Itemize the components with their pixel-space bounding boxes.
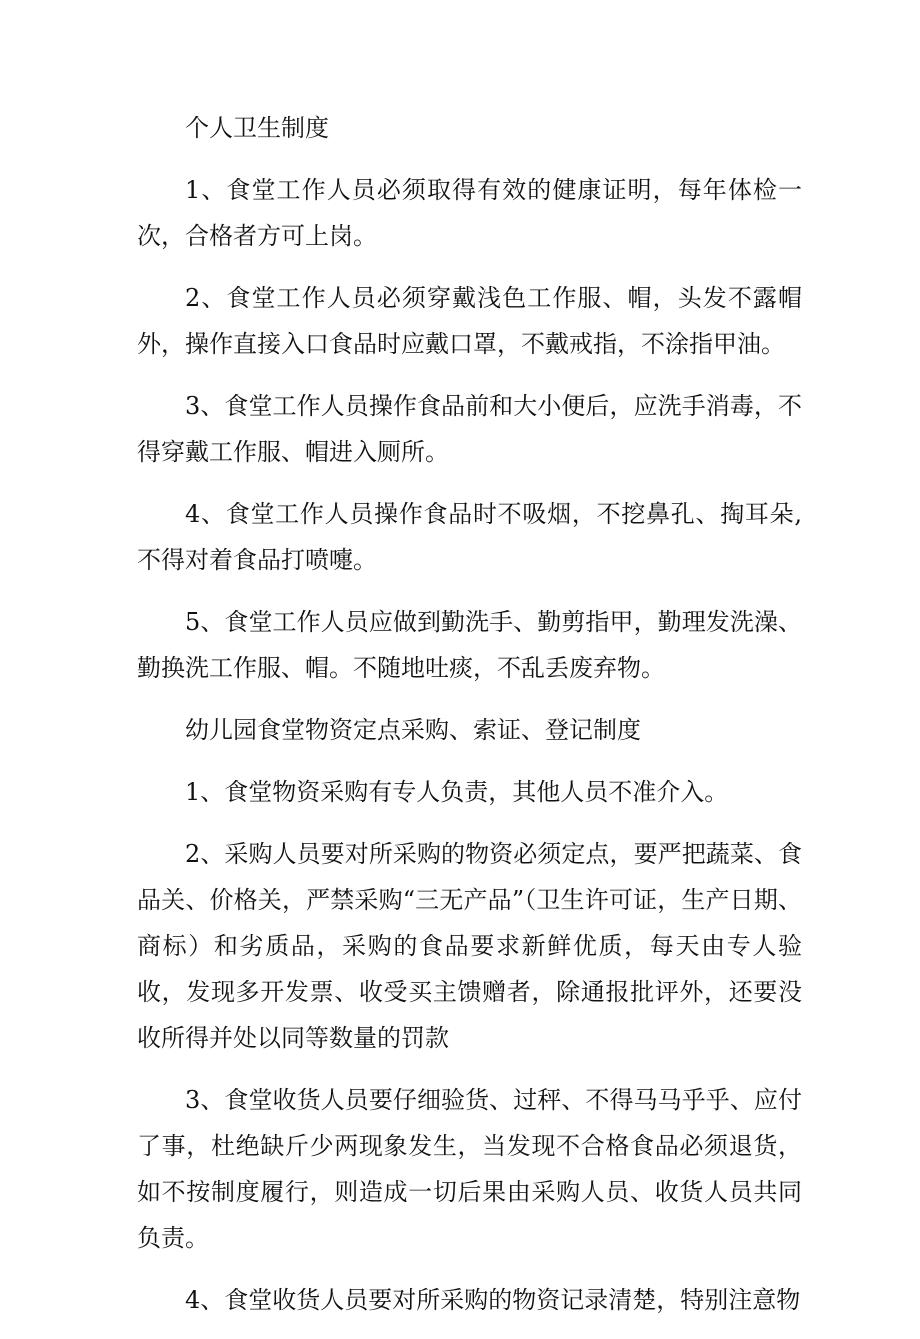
paragraph: 2、采购人员要对所采购的物资必须定点，要严把蔬菜、食品关、价格关，严禁采购“三无产品”（卫生许可证，生产日期、商标）和劣质品，采购的食品要求新鲜优质，每天由专人验收，发现多开发票、收受买主馈赠者，除通报批评外，还要没收所得并处以同等数量的罚款 bbox=[137, 840, 802, 1052]
paragraph: 1、食堂工作人员必须取得有效的健康证明，每年体检一次，合格者方可上岗。 bbox=[137, 176, 802, 250]
paragraph: 4、食堂工作人员操作食品时不吸烟，不挖鼻孔、掏耳朵,不得对着食品打喷嚏。 bbox=[137, 500, 802, 574]
section-title-personal-hygiene: 个人卫生制度 bbox=[185, 114, 329, 142]
paragraph: 1、食堂物资采购有专人负责，其他人员不准介入。 bbox=[185, 778, 729, 806]
paragraph: 3、食堂工作人员操作食品前和大小便后，应洗手消毒，不得穿戴工作服、帽进入厕所。 bbox=[137, 392, 802, 466]
paragraph: 3、食堂收货人员要仔细验货、过秤、不得马马乎乎、应付了事，杜绝缺斤少两现象发生，当发现不合格食品必须退货，如不按制度履行，则造成一切后果由采购人员、收货人员共同负责。 bbox=[137, 1086, 802, 1252]
paragraph: 5、食堂工作人员应做到勤洗手、勤剪指甲，勤理发洗澡、勤换洗工作服、帽。不随地吐痰，不乱丢废弃物。 bbox=[137, 608, 802, 682]
paragraph: 4、食堂收货人员要对所采购的物资记录清楚，特别注意物 bbox=[185, 1286, 801, 1314]
section-title-procurement: 幼儿园食堂物资定点采购、索证、登记制度 bbox=[185, 716, 641, 744]
paragraph: 2、食堂工作人员必须穿戴浅色工作服、帽，头发不露帽外，操作直接入口食品时应戴口罩，不戴戒指，不涂指甲油。 bbox=[137, 284, 802, 358]
document-body bbox=[137, 105, 802, 1339]
